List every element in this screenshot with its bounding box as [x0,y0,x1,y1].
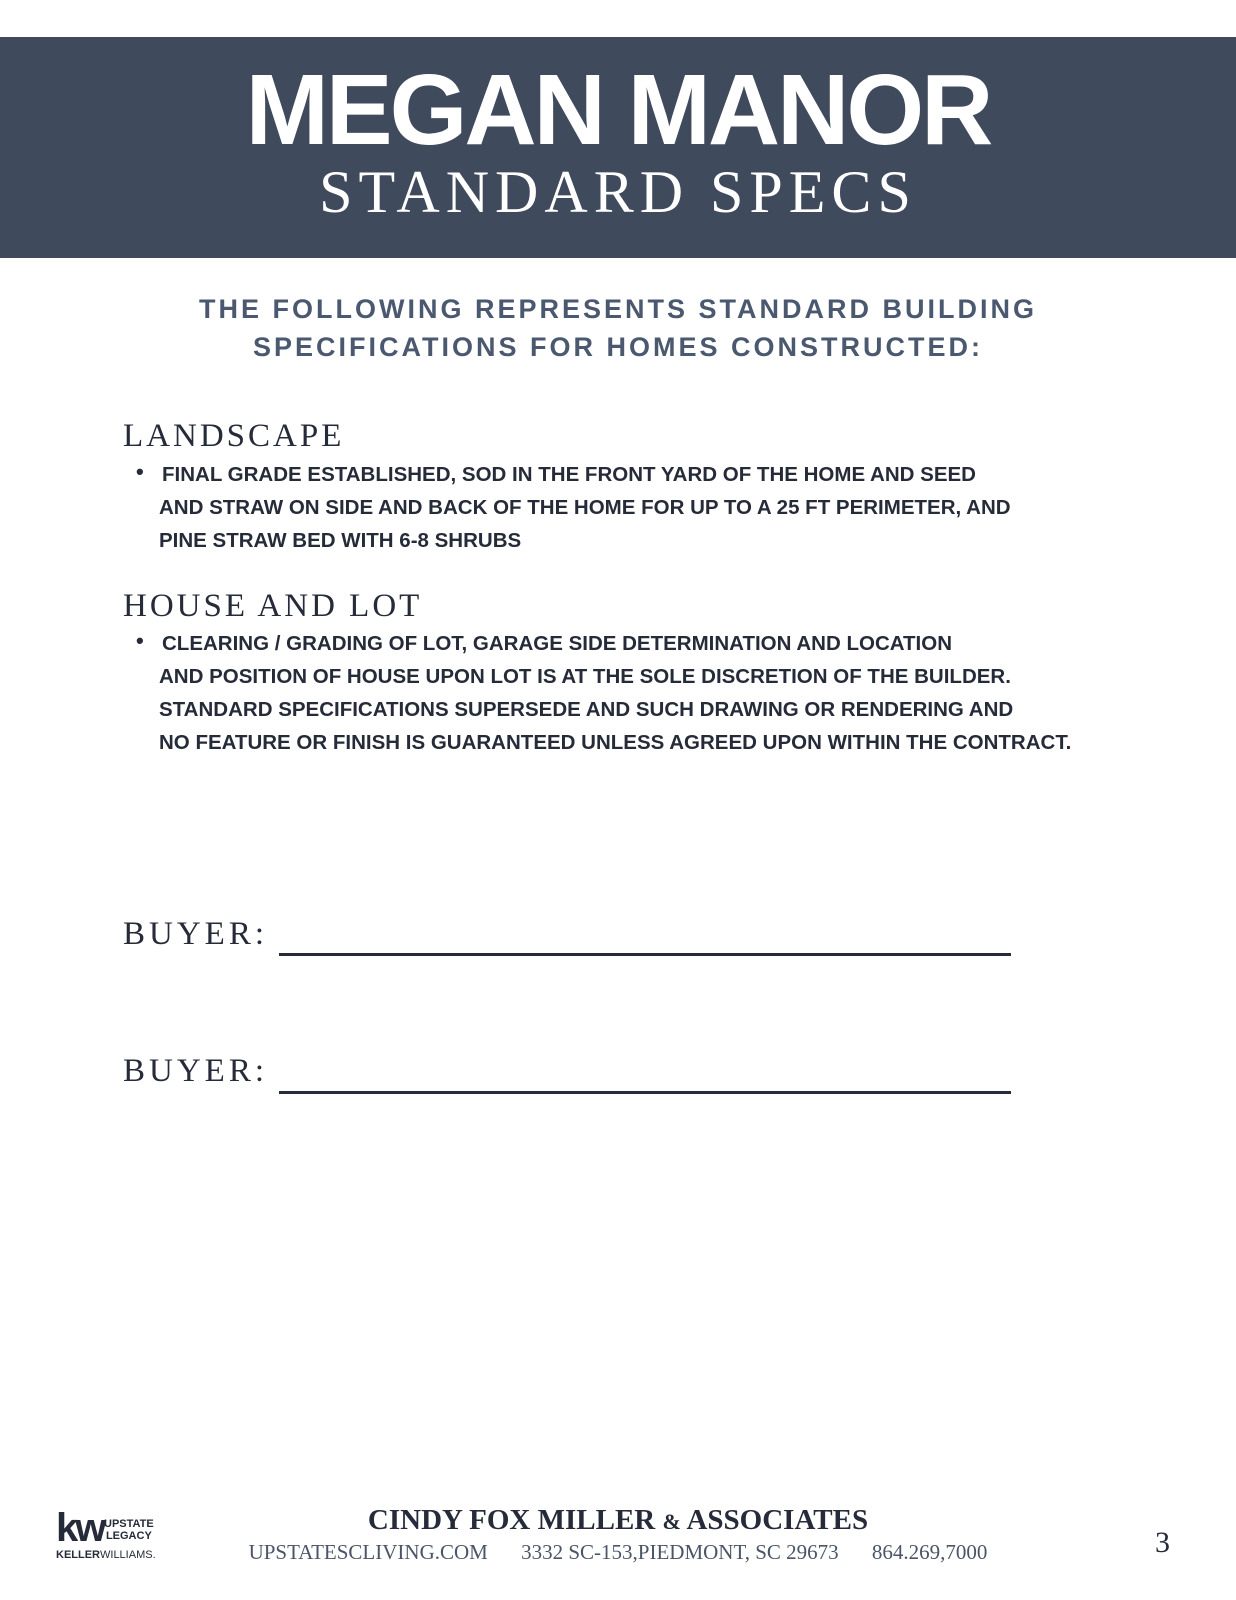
spec-line: AND STRAW ON SIDE AND BACK OF THE HOME FOR UP TO A 25 FT PERIMETER, AND [159,496,1011,519]
logo-keller: KELLER [56,1549,100,1561]
company-contact [0,1542,1236,1563]
page-number: 3 [1155,1526,1170,1559]
bullet-icon: • [136,628,144,653]
spec-line: CLEARING / GRADING OF LOT, GARAGE SIDE DETERMINATION AND LOCATION [162,632,953,655]
spec-line: STANDARD SPECIFICATIONS SUPERSEDE AND SUCH DRAWING OR RENDERING AND [159,698,1014,721]
intro-line: SPECIFICATIONS FOR HOMES CONSTRUCTED: [252,332,983,362]
buyer-signature-line-2[interactable] [279,1091,1011,1094]
company-address: 3332 SC-153,PIEDMONT, SC 29673 [521,1540,839,1564]
company-website[interactable]: UPSTATESCLIVING.COM [248,1540,488,1564]
intro-statement [0,290,1236,366]
spec-line: AND POSITION OF HOUSE UPON LOT IS AT THE SOLE DISCRETION OF THE BUILDER. [159,665,1011,688]
logo-legacy: LEGACY [105,1530,152,1542]
buyer-signature-label-1: BUYER: [123,916,269,952]
logo-williams: WILLIAMS. [100,1549,156,1561]
logo-upstate: UPSTATE [104,1518,154,1530]
spec-line: PINE STRAW BED WITH 6-8 SHRUBS [159,529,522,552]
intro-line: THE FOLLOWING REPRESENTS STANDARD BUILDING [199,294,1037,324]
company-name-ampersand: & [662,1509,681,1534]
company-phone: 864.269,7000 [871,1540,988,1564]
section-heading-house-and-lot: HOUSE AND LOT [123,588,423,624]
buyer-signature-line-1[interactable] [279,953,1011,956]
company-name-part1: CINDY FOX MILLER [367,1504,656,1536]
landscape-spec-text [159,458,1222,557]
spec-line: FINAL GRADE ESTABLISHED, SOD IN THE FRONT YARD OF THE HOME AND SEED [162,463,976,486]
house-and-lot-spec-text [159,627,1222,759]
page-subtitle: STANDARD SPECS [319,159,917,225]
page-title: MEGAN MANOR [245,54,991,166]
buyer-signature-label-2: BUYER: [123,1053,269,1089]
spec-line: NO FEATURE OR FINISH IS GUARANTEED UNLESS AGREED UPON WITHIN THE CONTRACT. [159,731,1072,754]
kw-logo-mark: kw [56,1506,104,1550]
company-name [0,1506,1236,1535]
section-heading-landscape: LANDSCAPE [123,418,345,454]
company-name-part2: ASSOCIATES [686,1504,869,1536]
bullet-icon: • [136,459,144,484]
